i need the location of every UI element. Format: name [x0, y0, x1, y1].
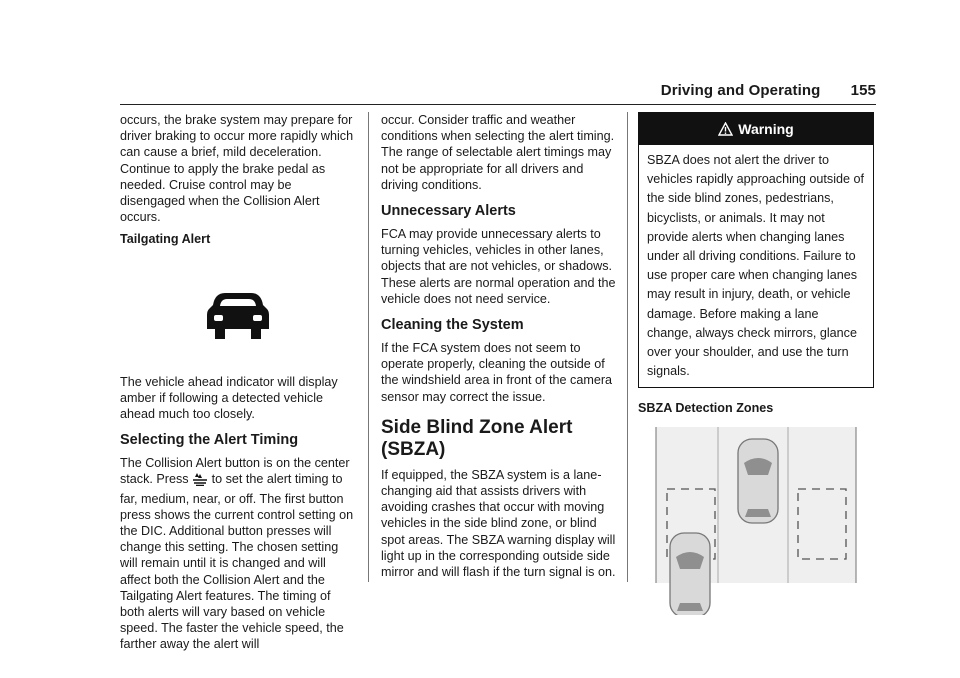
detection-zones-label: SBZA Detection Zones: [638, 401, 774, 416]
warning-title: Warning: [738, 120, 794, 137]
section-heading: Cleaning the System: [381, 317, 524, 334]
vehicle-ahead-icon: [207, 289, 269, 341]
warning-box: [638, 112, 874, 388]
vehicle-subject: [670, 533, 710, 615]
sbza-detection-zones-diagram: [638, 425, 874, 619]
tailgating-alert-label: Tailgating Alert: [120, 232, 211, 247]
paragraph: FCA may provide unnecessary alerts to turning vehicles, vehicles in other lanes, objects that are not vehicles, or shadows. These alerts are normal operation and the vehicle does not need service.: [381, 227, 616, 306]
column-divider: [368, 112, 369, 582]
header-rule: [120, 104, 876, 105]
column-middle: [381, 112, 617, 586]
collision-alert-button-icon: [192, 472, 208, 490]
paragraph: The Collision Alert button is on the center stack. Press to set the alert timing to far, medium, near, or off. The first button press shows the current control setting on the DIC. Additional button presses will change this setting. The chosen setting will remain until it is changed and will affect both the Collision Alert and the Tailgating Alert features. The timing of both alerts will vary based on vehicle speed. The faster the vehicle speed, the farther away the alert will: [120, 456, 354, 652]
warning-triangle-icon: [718, 122, 733, 136]
page-number: 155: [850, 82, 876, 99]
column-divider: [627, 112, 628, 582]
vehicle-ahead-illustration: [120, 256, 356, 374]
page-header-title: Driving and Operating: [660, 82, 821, 99]
warning-text: SBZA does not alert the driver to vehicles rapidly approaching outside of the side blind zones, pedestrians, bicyclists, or animals. It may not provide alerts when changing lanes under all driving conditions. Failure to use proper care when changing lanes may result in injury, death, or vehicle damage. Before making a lane change, always check mirrors, glance over your shoulder, and use the turn signals.: [647, 153, 865, 379]
paragraph: The vehicle ahead indicator will display amber if following a detected vehicle ahead much too closely.: [120, 374, 338, 422]
paragraph: If the FCA system does not seem to operate properly, cleaning the outside of the windshield area in front of the camera sensor may correct the issue.: [381, 341, 613, 404]
paragraph: occur. Consider traffic and weather conditions when selecting the alert timing. The range of selectable alert timings may not be appropriate for all drivers and driving conditions.: [381, 113, 615, 192]
paragraph: occurs, the brake system may prepare for driver braking to occur more rapidly which can cause a brief, mild deceleration. Continue to apply the brake pedal as needed. Cruise control may be disengaged when the Collision Alert occurs.: [120, 113, 354, 225]
vehicle-top: [738, 439, 778, 523]
column-left: [120, 112, 356, 659]
section-heading: Selecting the Alert Timing: [120, 432, 299, 449]
major-heading: Side Blind Zone Alert (SBZA): [381, 416, 573, 460]
column-right: [638, 112, 874, 619]
section-heading: Unnecessary Alerts: [381, 203, 516, 220]
page-header: [640, 82, 876, 99]
paragraph: If equipped, the SBZA system is a lane-changing aid that assists drivers with avoiding crashes that occur with moving vehicles in the side blind zone, or blind spot areas. The SBZA warning display will light up in the corresponding outside side mirror and will flash if the turn signal is on.: [381, 467, 616, 580]
warning-header: [639, 113, 873, 145]
